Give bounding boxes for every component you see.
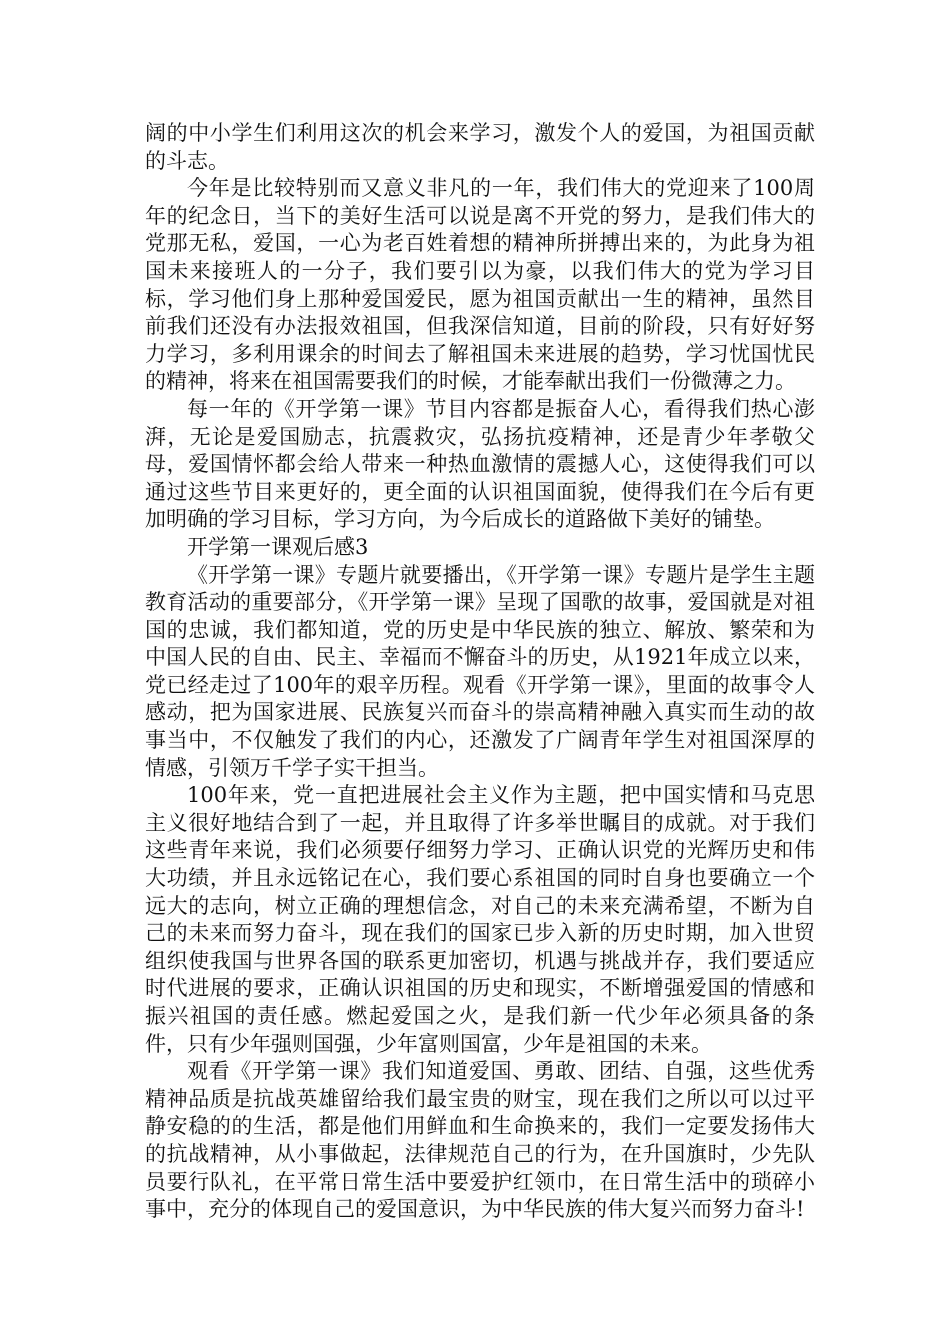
paragraph: 每一年的《开学第一课》节目内容都是振奋人心，看得我们热心澎湃，无论是爱国励志，抗震救灾，弘扬抗疫精神，还是青少年孝敬父母，爱国情怀都会给人带来一种热血激情的震撼人心，这使得我们可以通过这些节目来更好的，更全面的认识祖国面貌，使得我们在今后有更加明确的学习目标，学习方向，为今后成长的道路做下美好的铺垫。 — [145, 396, 815, 532]
paragraph-continuation: 阔的中小学生们利用这次的机会来学习，激发个人的爱国，为祖国贡献的斗志。 — [145, 121, 815, 173]
section-heading: 开学第一课观后感3 — [187, 534, 369, 559]
paragraph: 观看《开学第一课》我们知道爱国、勇敢、团结、自强，这些优秀精神品质是抗战英雄留给我们最宝贵的财宝，现在我们之所以可以过平静安稳的的生活，都是他们用鲜血和生命换来的，我们一定要发扬伟大的抗战精神，从小事做起，法律规范自己的行为，在升国旗时，少先队员要行队礼，在平常日常生活中要爱护红领巾，在日常生活中的琐碎小事中，充分的体现自己的爱国意识，为中华民族的伟大复兴而努力奋斗! — [145, 1059, 815, 1222]
document-body — [145, 120, 815, 1224]
paragraph: 《开学第一课》专题片就要播出，《开学第一课》专题片是学生主题教育活动的重要部分，《开学第一课》呈现了国歌的故事，爱国就是对祖国的忠诚，我们都知道，党的历史是中华民族的独立、解放、繁荣和为中国人民的自由、民主、幸福而不懈奋斗的历史，从1921年成立以来，党已经走过了100年的艰辛历程。观看《开学第一课》，里面的故事令人感动，把为国家进展、民族复兴而奋斗的崇高精神融入真实而生动的故事当中，不仅触发了我们的内心，还激发了广阔青年学生对祖国深厚的情感，引领万千学子实干担当。 — [145, 562, 815, 780]
paragraph: 100年来，党一直把进展社会主义作为主题，把中国实情和马克思主义很好地结合到了一起，并且取得了许多举世瞩目的成就。对于我们这些青年来说，我们必须要仔细努力学习、正确认识党的光辉历史和伟大功绩，并且永远铭记在心，我们要心系祖国的同时自身也要确立一个远大的志向，树立正确的理想信念，对自己的未来充满希望，不断为自己的未来而努力奋斗，现在我们的国家已步入新的历史时期，加入世贸组织使我国与世界各国的联系更加密切，机遇与挑战并存，我们要适应时代进展的要求，正确认识祖国的历史和现实，不断增强爱国的情感和振兴祖国的责任感。燃起爱国之火，是我们新一代少年必须具备的条件，只有少年强则国强，少年富则国富，少年是祖国的未来。 — [145, 783, 815, 1056]
paragraph: 今年是比较特别而又意义非凡的一年，我们伟大的党迎来了100周年的纪念日，当下的美好生活可以说是离不开党的努力，是我们伟大的党那无私，爱国，一心为老百姓着想的精神所拼搏出来的，为此身为祖国未来接班人的一分子，我们要引以为豪，以我们伟大的党为学习目标，学习他们身上那种爱国爱民，愿为祖国贡献出一生的精神，虽然目前我们还没有办法报效祖国，但我深信知道，目前的阶段，只有好好努力学习，多利用课余的时间去了解祖国未来进展的趋势，学习忧国忧民的精神，将来在祖国需要我们的时候，才能奉献出我们一份微薄之力。 — [145, 176, 815, 394]
